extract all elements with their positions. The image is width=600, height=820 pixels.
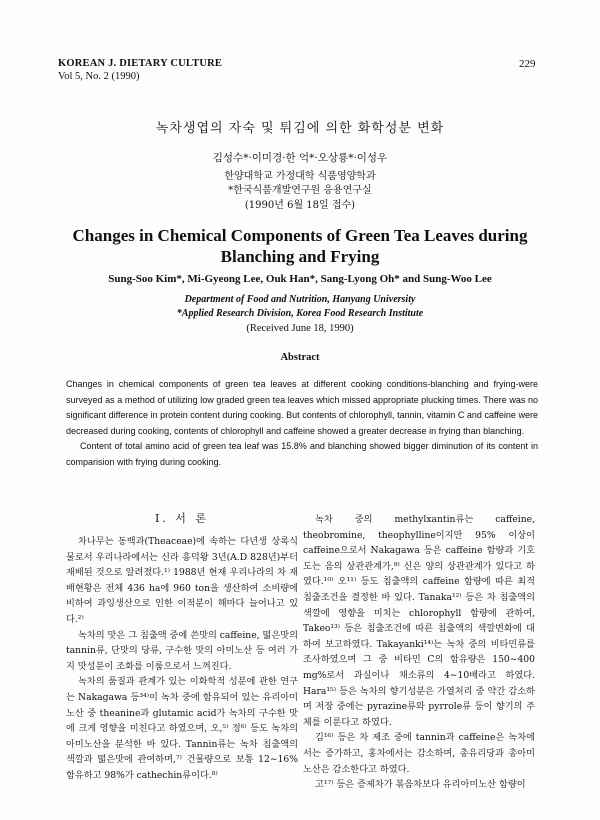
korean-authors: 김성수*·이미경·한 억*·오상룡*·이성우 xyxy=(212,152,388,164)
abstract-paragraph-1: Changes in chemical components of green tea leaves at different cooking conditions-blanching and frying-were surveyed as a method of utilizing low graded green tea leaves which missed appropriate plucking times. There was no significant difference in protein content during cooking. But contents of chlorophyll, tannin, vitamin C and caffeine were decreased during cooking, contents of chlorophyll and caffeine showed a greater decrease in frying than blanching. xyxy=(66,379,538,436)
abstract-paragraph-2: Content of total amino acid of green tea leaf was 15.8% and blanching showed bigger diminution of its content in comparision with frying during cooking. xyxy=(66,441,538,467)
english-authors: Sung-Soo Kim*, Mi-Gyeong Lee, Ouk Han*, Sang-Lyong Oh* and Sung-Woo Lee xyxy=(108,273,492,285)
korean-title: 녹차생엽의 자숙 및 튀김에 의한 화학성분 변화 xyxy=(155,121,445,136)
body-left-column xyxy=(66,510,298,784)
section-title-introduction: I. 서 론 xyxy=(154,512,210,525)
page-number: 229 xyxy=(519,58,536,70)
korean-received-date: (1990년 6월 18일 접수) xyxy=(244,200,356,211)
body-paragraph: 녹차 중의 methylxantin류는 caffeine, theobromine, theophylline이지만 95% 이상이 caffeine으로서 Nakagawa 등은 caffeine 함량과 기호도는 음의 상관관계가,⁹⁾ 신은 양의 상관관계가 있다고 하였다.¹⁰⁾ 오¹¹⁾ 등도 침출액의 caffeine 함량에 따른 최적 침출조건을 결정한 바 있다. Tanaka¹²⁾ 등은 차 침출액의 색깔에 영향을 미치는 chlorophyll 함량에 관하여, Takeo¹³⁾ 등은 침출조건에 따른 침출액의 색깔변화에 대하여 보고하였다. Takayanki¹⁴⁾는 녹차 중의 비타민류를 조사하였으며 그 중 비타민 C의 함유량은 150∼400 mg%로서 과실이나 채소류의 4∼10배라고 하였다. Hara¹⁵⁾ 등은 녹차의 향기성분은 가열처리 중 약간 감소하며 저장 중에는 pyrazine류와 pyrrole류 등이 향기의 주체를 이룬다고 하였다. xyxy=(303,514,535,728)
body-paragraph: 고¹⁷⁾ 등은 증제차가 볶음차보다 유리아미노산 함량이 xyxy=(315,779,526,791)
journal-volume: Vol 5, No. 2 (1990) xyxy=(58,71,140,82)
abstract-body xyxy=(66,377,538,470)
journal-name: KOREAN J. DIETARY CULTURE xyxy=(58,58,223,69)
body-right-column xyxy=(303,512,535,793)
english-affiliation-2: *Applied Research Division, Korea Food Research Institute xyxy=(176,308,424,319)
abstract-heading: Abstract xyxy=(280,352,320,363)
body-paragraph: 김¹⁶⁾ 등은 차 제조 중에 tannin과 caffeine은 녹차에서는 증가하고, 홍차에서는 감소하며, 총유리당과 총아미노산은 감소한다고 하였다. xyxy=(303,732,535,775)
korean-affiliation-1: 한양대학교 가정대학 식품영양학과 xyxy=(224,171,376,182)
body-paragraph: 녹차의 맛은 그 침출액 중에 쓴맛의 caffeine, 떫은맛의 tannin류, 단맛의 당류, 구수한 맛의 아미노산 등 여러 가지 맛성분이 조화를 이룸으로서 느껴진다. xyxy=(66,629,298,672)
korean-affiliation-2: *한국식품개발연구원 응용연구실 xyxy=(228,185,372,196)
english-received-date: (Received June 18, 1990) xyxy=(246,323,354,334)
english-affiliation-1: Department of Food and Nutrition, Hanyang University xyxy=(184,294,416,305)
body-paragraph: 차나무는 동백과(Theaceae)에 속하는 다년생 상록식물로서 우리나라에서는 신라 흥덕왕 3년(A.D 828년)부터 재배된 것으로 알려졌다.¹⁾ 1988년 현재 우리나라의 차 재배현황은 전체 436 ha에 960 ton을 생산하여 소비량에 비하여 과잉생산으로 인한 이적분이 해마다 늘어나고 있다.²⁾ xyxy=(66,536,298,625)
english-title: Changes in Chemical Components of Green Tea Leaves during Blanching and Frying xyxy=(72,226,528,266)
body-paragraph: 녹차의 품질과 관계가 있는 이화학적 성분에 관한 연구는 Nakagawa 등³⁴⁾이 녹차 중에 함유되어 있는 유리아미노산 중 theanine과 glutamic acid가 녹차의 구수한 맛에 크게 영향을 미친다고 하였으며, 오,⁵⁾ 정⁶⁾ 등도 녹차의 아미노산을 분석한 바 있다. Tannin류는 녹차 침출액의 색깔과 떫은맛에 관여하며,⁷⁾ 건물량으로 보통 12∼16% 함유하고 98%가 cathechin류이다.⁸⁾ xyxy=(66,676,298,781)
